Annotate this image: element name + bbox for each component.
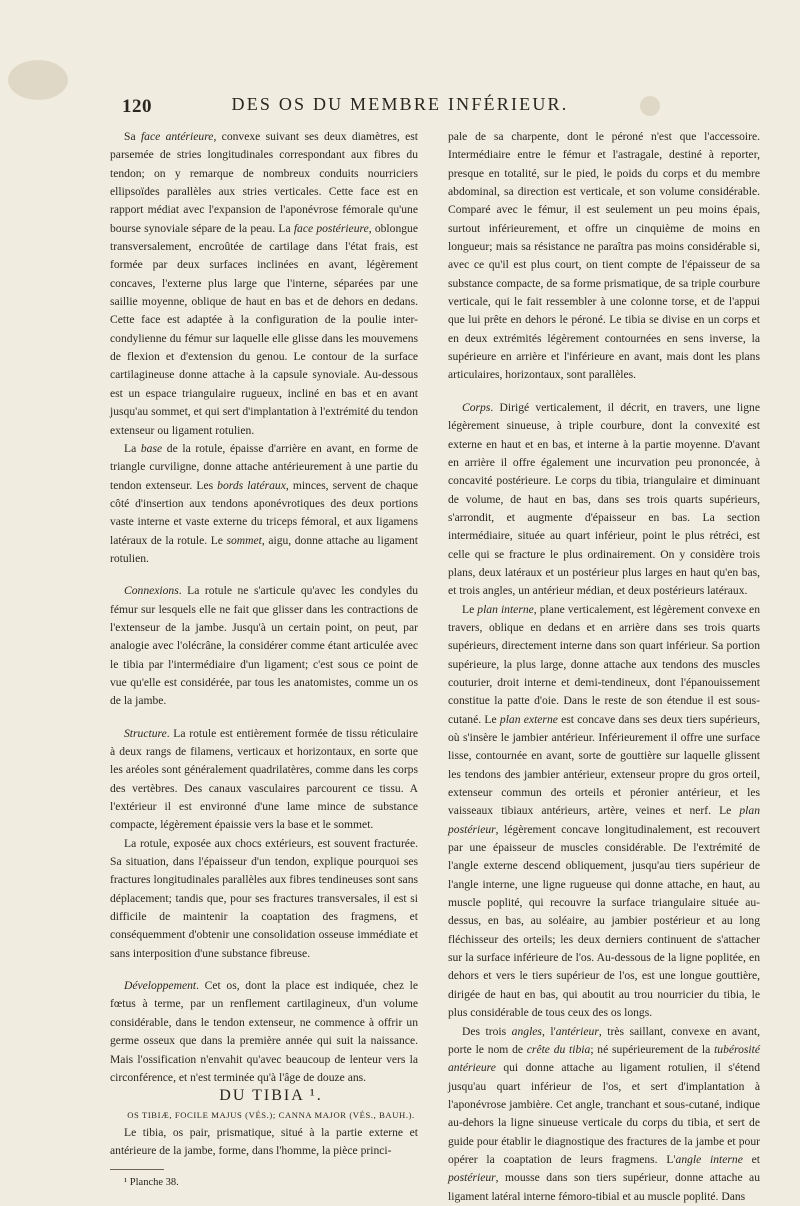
section-label: plan postérieur	[448, 804, 760, 836]
section-label: crête du tibia	[526, 1042, 591, 1056]
text: Le tibia, os pair, prismatique, situé à la partie externe et antérieure de la jambe, forme, dans l'homme, la pièce princi-	[110, 1125, 418, 1158]
section-label: Corps	[462, 400, 491, 414]
right-column	[448, 128, 760, 1206]
text: , l'	[541, 1024, 556, 1038]
paragraph	[110, 725, 418, 835]
synonyms-line: OS TIBIÆ, FOCILE MAJUS (VÉS.); CANNA MAJOR (VÉS., BAUH.).	[127, 1109, 415, 1120]
section-label: antérieur	[555, 1024, 599, 1038]
left-column	[110, 128, 418, 1192]
section-label: Développement	[124, 979, 197, 993]
section-label: angle interne	[675, 1152, 743, 1166]
paragraph	[110, 1124, 418, 1161]
paragraph	[110, 977, 418, 1087]
text: est concave dans ses deux tiers supérieurs, où s'insère le jambier antérieur. Inférieurement il offre une surface lisse, contournée en avant, sorte de gouttière sur laquelle glissent les tendons des jambier antérieur, extenseur propre du gros orteil, extenseur commun des orteils et péronier antérieur, et les vaisseaux tibiaux antérieurs, artère, veines et nerf. Le	[448, 712, 761, 818]
text: , minces, servent de chaque côté d'insertion aux tendons aponévrotiques des deux portions vaste interne et vaste externe du triceps fémoral, et aux ligamens latéraux de la rotule. Le	[110, 478, 418, 547]
text: La rotule, exposée aux chocs extérieurs, est souvent fracturée. Sa situation, dans l'épaisseur d'un tendon, explique pourquoi ses fractures longitudinales parallèles aux fibres tendineuses sont sans déplacement; tandis que, pour ses fractures transversales, il est si difficile de maintenir la coaptation des fragmens, et conséquemment d'obtenir une consolidation osseuse immédiate et sans interposition d'une substance fibreuse.	[110, 836, 418, 960]
paragraph	[110, 128, 418, 440]
text: ; né supérieurement de la	[590, 1042, 715, 1056]
text: , plane verticalement, est légèrement convexe en travers, oblique en dedans et en arrière dans ses trois quarts supérieurs, directement interne dans son quart inférieur. Sa portion supérieure, la plus large, donne attache aux tendons des muscles couturier, droit interne et demi-tendineux, dont l'épanouissement constitue la patte d'oie. Dans le reste de son étendue il est sous-cutané. Le	[448, 602, 760, 726]
paragraph	[448, 128, 760, 385]
text: . Cet os, dont la place est indiquée, chez le fœtus à terme, par un renflement cartilagineux, d'un volume considérable, dans le tendon extenseur, ne commence à offrir un germe osseux que dans la première année qui suit la naissance. Mais l'ossification n'envahit qu'avec beaucoup de lenteur vers la circonférence, et n'est terminée qu'à l'âge de douze ans.	[110, 979, 418, 1084]
paragraph	[448, 601, 760, 1023]
text: , oblongue transversalement, encroûtée de cartilage dans l'état frais, est formée par deux surfaces inclinées en avant, légèrement concaves, l'externe plus large que l'interne, séparées par une saillie moyenne, oblique de haut en bas et de dehors en dedans. Cette face est adaptée à la configuration de la poulie inter-condylienne du fémur sur laquelle elle glisse dans les mouvemens de flexion et d'extension du genou. Le contour de la surface cartilagineuse donne attache à la capsule synoviale. Au-dessous est un espace triangulaire rugueux, incliné en bas et en avant jusqu'au sommet, et qui sert d'implantation à l'extrémité du tendon extenseur ou ligament rotulien.	[110, 221, 418, 437]
section-label: plan externe	[499, 712, 558, 726]
page-number: 120	[122, 96, 152, 117]
text: La	[124, 441, 141, 455]
section-label: face postérieure	[293, 221, 369, 235]
paragraph	[110, 582, 418, 710]
section-label: tubérosité antérieure	[448, 1042, 761, 1075]
section-label: base	[140, 441, 163, 455]
paragraph	[110, 440, 418, 568]
section-label: Connexions	[124, 584, 179, 598]
text: . La rotule est entièrement formée de tissu réticulaire à deux rangs de filamens, verticaux et horizontaux, en sorte que les aréoles sont généralement quadrilatères, comme dans les corps des vertèbres. Des canaux vasculaires parcourent ce tissu. A l'extérieur il est environné d'une lame mince de substance compacte, légèrement épaissie vers la base et le sommet.	[110, 726, 418, 832]
text: de la rotule, épaisse d'arrière en avant, en forme de triangle curviligne, donne attache antérieurement à une partie du tendon extenseur. Les	[110, 441, 418, 492]
text: Des trois	[462, 1024, 512, 1038]
text: , mousse dans son tiers supérieur, donne attache au ligament latéral interne fémoro-tibial et au muscle poplité. Dans	[448, 1171, 760, 1203]
footnote-divider	[110, 1169, 164, 1170]
text: Le	[462, 602, 478, 616]
paragraph	[110, 835, 418, 963]
text: et	[742, 1152, 761, 1166]
running-head: DES OS DU MEMBRE INFÉRIEUR.	[231, 94, 569, 114]
paragraph	[448, 399, 760, 601]
section-label: angles	[511, 1024, 542, 1038]
section-title: DU TIBIA ¹.	[219, 1087, 323, 1105]
text: , très saillant, convexe en avant, porte le nom de	[448, 1024, 760, 1056]
text: qui donne attache au ligament rotulien, il s'étend jusqu'au quart inférieur de l'os, et sert d'implantation à l'aponévrose jambière. Cet angle, tranchant et sous-cutané, indique au-dehors la ligne sinueuse verticale du corps du tibia, et sert de guide pour établir le diagnostique des fractures de la jambe et pour opérer la coaptation de leurs fragmens. L'	[448, 1061, 760, 1166]
text: , convexe suivant ses deux diamètres, est parsemée de stries longitudinales correspondant aux fibres du tendon; on y remarque de nombreux conduits nourriciers ellipsoïdes parallèles aux stries verticales. Cette face est en rapport médiat avec l'expansion de l'aponévrose fémorale qu'une bourse synoviale sépare de la peau. La	[110, 130, 418, 235]
paragraph	[448, 1023, 760, 1206]
section-label: bords latéraux	[217, 478, 286, 492]
section-label: sommet	[226, 533, 262, 547]
section-label: plan interne	[477, 602, 534, 616]
footnote: ¹ Planche 38.	[124, 1176, 179, 1188]
text: , légèrement concave longitudinalement, est recouvert par une épaisseur de muscles considérable. De l'extrémité de l'angle externe descend obliquement, jusqu'au tiers supérieur de l'angle interne, une ligne rugueuse qui donne attache, en haut, au muscle poplité, qui recouvre la surface triangulaire située au-dessus, en bas, au soléaire, au jambier postérieur et au long fléchisseur des orteils; les deux derniers continuent de s'attacher sur la surface inférieure de l'os. Au-dessous de la ligne poplitée, en dehors et vers le tiers supérieur de l'os, est une longue gouttière, dirigée de haut en bas, qui aboutit au trou nourricier du tibia, le plus considérable de tous ceux des os longs.	[448, 822, 760, 1020]
text: . La rotule ne s'articule qu'avec les condyles du fémur sur lesquels elle ne fait que glisser dans les contractions de l'extenseur de la jambe. Jusqu'à un certain point, on peut, par analogie avec l'olécrâne, la considérer comme étant articulée avec le tibia par l'intermédiaire d'un ligament; c'est sous ce point de vue qu'elle est considérée, par tous les anatomistes, comme un os de la jambe.	[110, 584, 418, 708]
section-label: Structure	[124, 726, 167, 740]
section-label: face antérieure	[140, 130, 214, 143]
text: . Dirigé verticalement, il décrit, en travers, une ligne légèrement sinueuse, à triple courbure, dont la convexité est externe en haut et en bas, et interne à la partie moyenne. D'avant en arrière il offre également une incurvation peu prononcée, à concavité postérieure. Le corps du tibia, triangulaire et diminuant de volume, de haut en bas, dans ses trois quarts supérieurs, s'arrondit, et augmente d'épaisseur en bas. La section intermédiaire, située au quart inférieur, point le plus rétréci, est celle qui se fracture le plus ordinairement. On y considère trois plans, deux latéraux et un postérieur plus larges en haut qu'en bas, et trois angles, un antérieur médian, et deux postérieurs latéraux.	[448, 400, 760, 598]
section-label: postérieur	[448, 1171, 496, 1185]
text: , aigu, donne attache au ligament rotulien.	[110, 533, 418, 565]
text: Sa	[124, 130, 141, 143]
text: pale de sa charpente, dont le péroné n'est que l'accessoire. Intermédiaire entre le fémur et l'astragale, destiné à reporter, presque en totalité, sur le pied, le poids du corps et du membre abdominal, sa direction est verticale, et son volume considérable. Comparé avec le fémur, il est seulement un peu moins épais, surtout inférieurement, et offre un cinquième de moins en longueur; mais sa résistance ne paraîtra pas moins considérable si, avec ce qu'il est plus court, on tient compte de l'épaisseur de sa substance compacte, de sa forme prismatique, de sa triple courbure verticale, qui le fait ressembler à une colonne torse, et de l'appui que lui prête en dehors le péroné. Le tibia se divise en un corps et en deux extrémités légèrement contournées en sens inverse, la supérieure en arrière et l'inférieure en avant, mais dont les plans articulaires, horizontaux, sont parallèles.	[448, 130, 760, 382]
